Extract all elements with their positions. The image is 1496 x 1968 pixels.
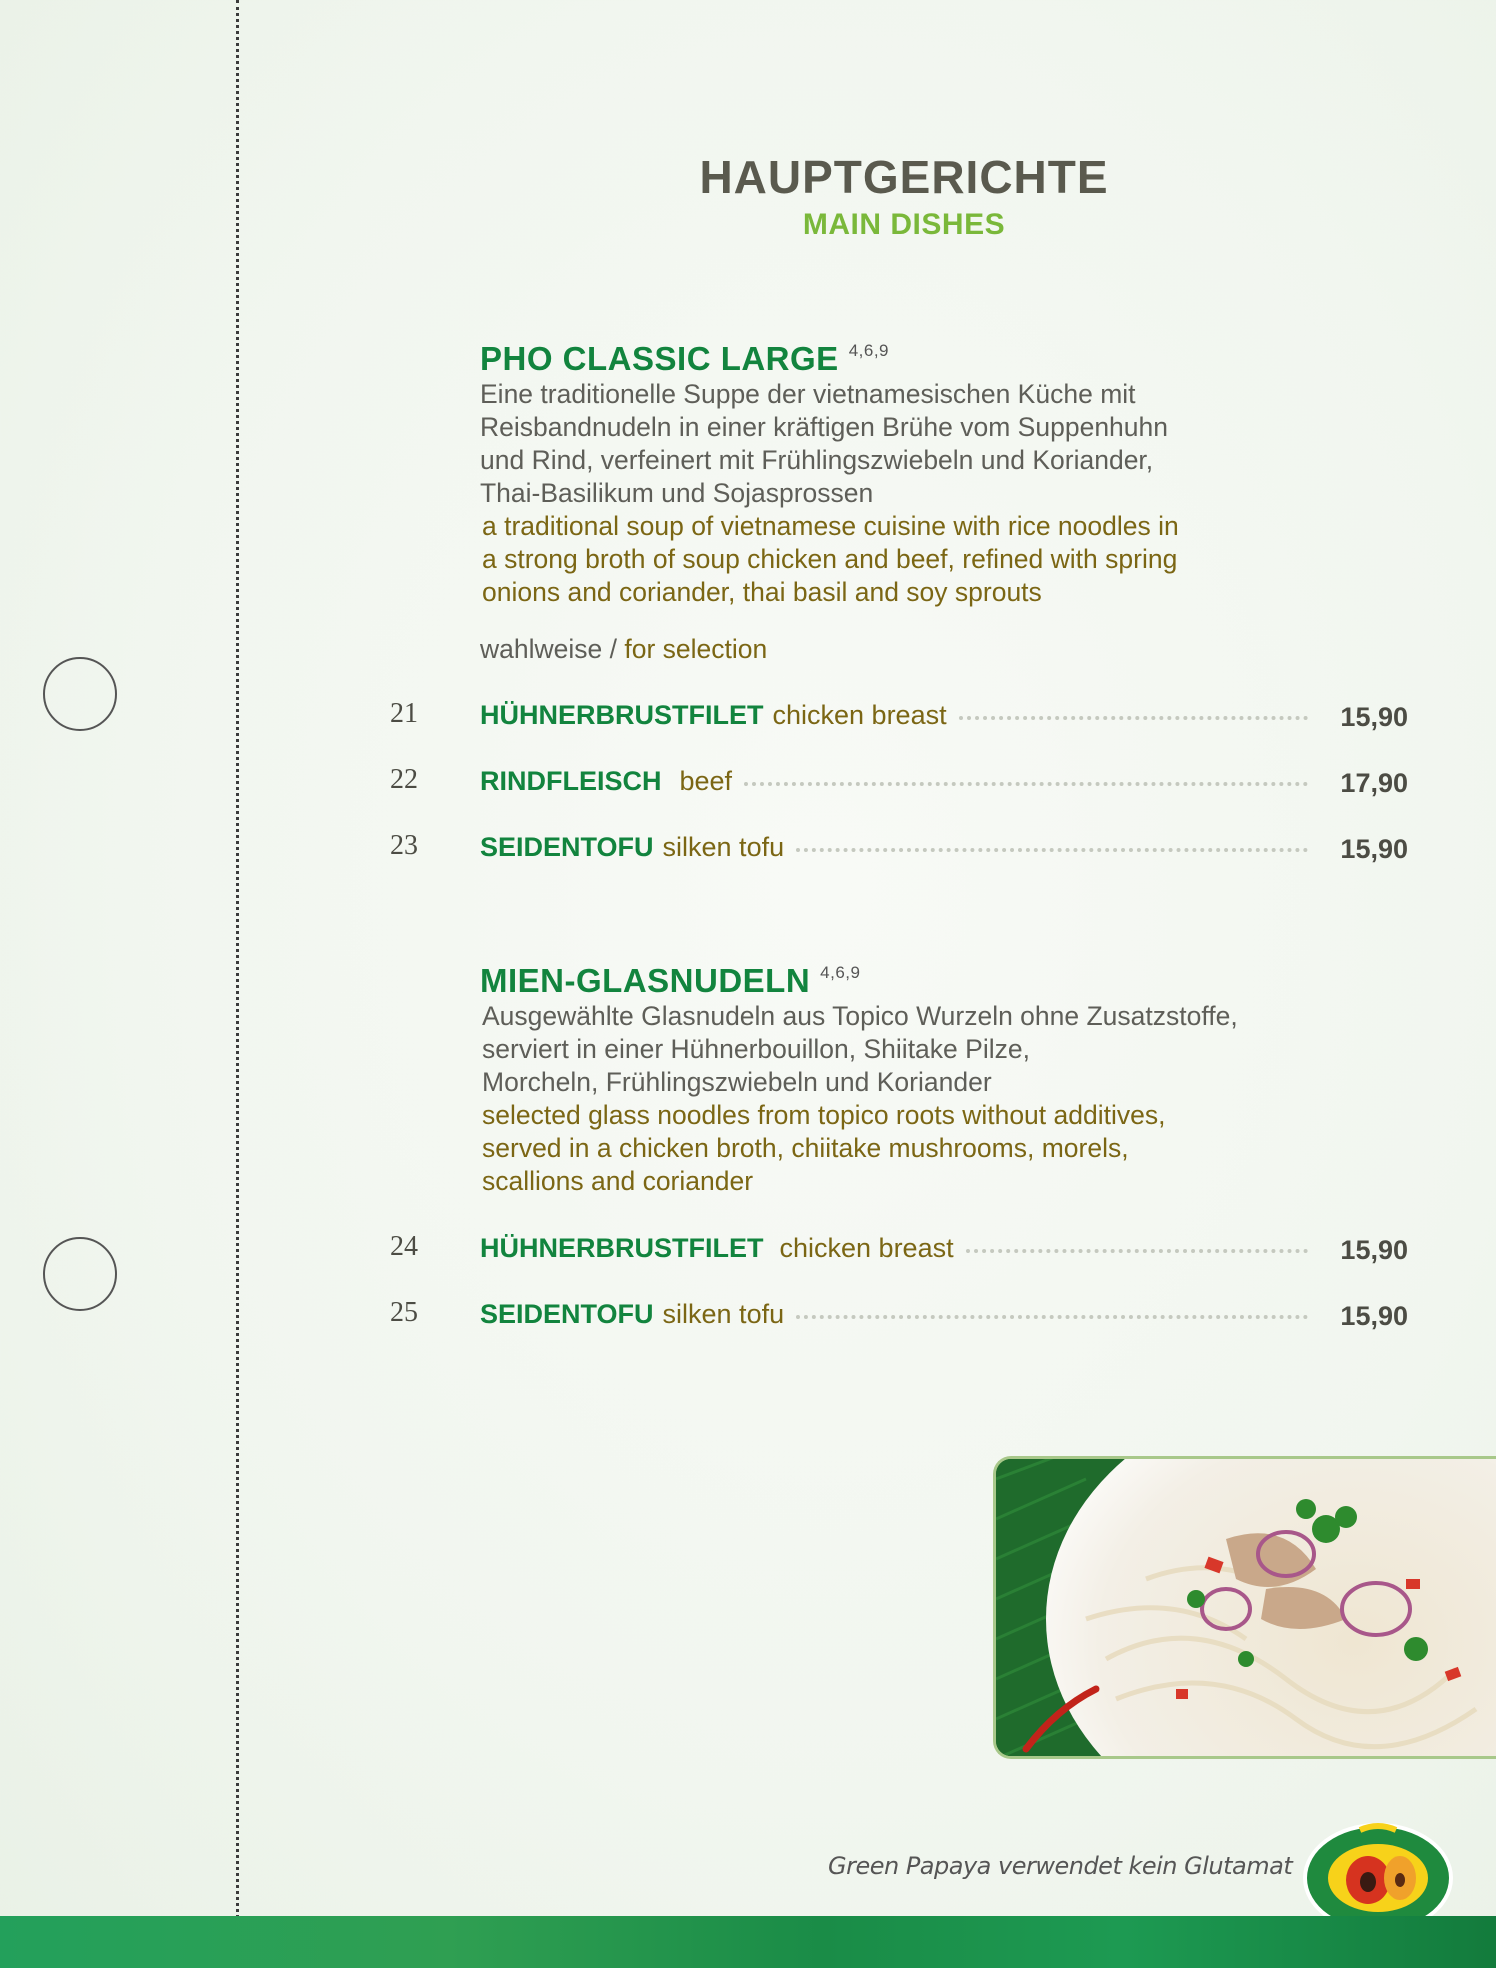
item-name-en: chicken breast [772, 700, 947, 730]
selection-note-de: wahlweise / [480, 634, 617, 664]
dot-leader [796, 1315, 1308, 1319]
punch-hole-bottom [43, 1237, 117, 1311]
dot-leader [959, 716, 1308, 720]
item-number: 23 [390, 830, 418, 861]
item-price: 15,90 [1340, 702, 1408, 732]
item-price: 15,90 [1340, 1235, 1408, 1265]
dot-leader [966, 1249, 1308, 1253]
mien-description-de: Ausgewählte Glasnudeln aus Topico Wurzeln ohne Zusatzstoffe, serviert in einer Hühnerbouillon, Shiitake Pilze, Morcheln, Frühlingszwiebeln und Koriander [482, 1001, 1238, 1097]
item-number: 24 [390, 1231, 418, 1262]
item-name-en: silken tofu [662, 1299, 785, 1329]
menu-item [390, 830, 1408, 870]
pho-title [480, 340, 889, 378]
menu-item [390, 1231, 1408, 1271]
pho-photo [993, 1456, 1496, 1759]
binding-dotted-line [236, 0, 239, 1918]
selection-note-en: for selection [624, 634, 768, 664]
mien-name: MIEN-GLASNUDELN [480, 962, 811, 999]
pho-description-en: a traditional soup of vietnamese cuisine with rice noodles in a strong broth of soup chicken and beef, refined with spring onions and coriander, thai basil and soy sprouts [482, 511, 1179, 607]
mien-description-en: selected glass noodles from topico roots without additives, served in a chicken broth, chiitake mushrooms, morels, scallions and coriander [482, 1100, 1166, 1196]
item-name: RINDFLEISCH [480, 766, 662, 796]
item-name-en: silken tofu [662, 832, 785, 862]
selection-note [480, 634, 767, 665]
item-price: 17,90 [1340, 768, 1408, 798]
item-name: HÜHNERBRUSTFILET [480, 1233, 764, 1263]
dot-leader [744, 782, 1308, 786]
menu-item [390, 764, 1408, 804]
item-number: 25 [390, 1297, 418, 1328]
menu-item [390, 1297, 1408, 1337]
pho-photo-illustration [996, 1459, 1496, 1756]
page-title: HAUPTGERICHTE [699, 151, 1109, 203]
menu-item [390, 698, 1408, 738]
item-number: 21 [390, 698, 418, 729]
pho-name: PHO CLASSIC LARGE [480, 340, 839, 377]
page-subtitle: MAIN DISHES [802, 208, 1006, 241]
footer-note: Green Papaya verwendet kein Glutamat [828, 1852, 1293, 1880]
mien-title [480, 962, 860, 1000]
item-name: HÜHNERBRUSTFILET [480, 700, 764, 730]
item-price: 15,90 [1340, 834, 1408, 864]
item-name-en: beef [679, 766, 733, 796]
item-name-en: chicken breast [779, 1233, 954, 1263]
pho-allergens: 4,6,9 [848, 341, 890, 360]
item-number: 22 [390, 764, 418, 795]
bottom-green-band [0, 1916, 1496, 1968]
dot-leader [796, 848, 1308, 852]
item-price: 15,90 [1340, 1301, 1408, 1331]
item-name: SEIDENTOFU [480, 832, 654, 862]
punch-hole-top [43, 657, 117, 731]
item-name: SEIDENTOFU [480, 1299, 654, 1329]
pho-description-de: Eine traditionelle Suppe der vietnamesischen Küche mit Reisbandnudeln in einer kräftigen Brühe vom Suppenhuhn und Rind, verfeinert mit Frühlingszwiebeln und Koriander, Thai-Basilikum und Sojasprossen [480, 379, 1169, 508]
mien-allergens: 4,6,9 [820, 963, 861, 982]
